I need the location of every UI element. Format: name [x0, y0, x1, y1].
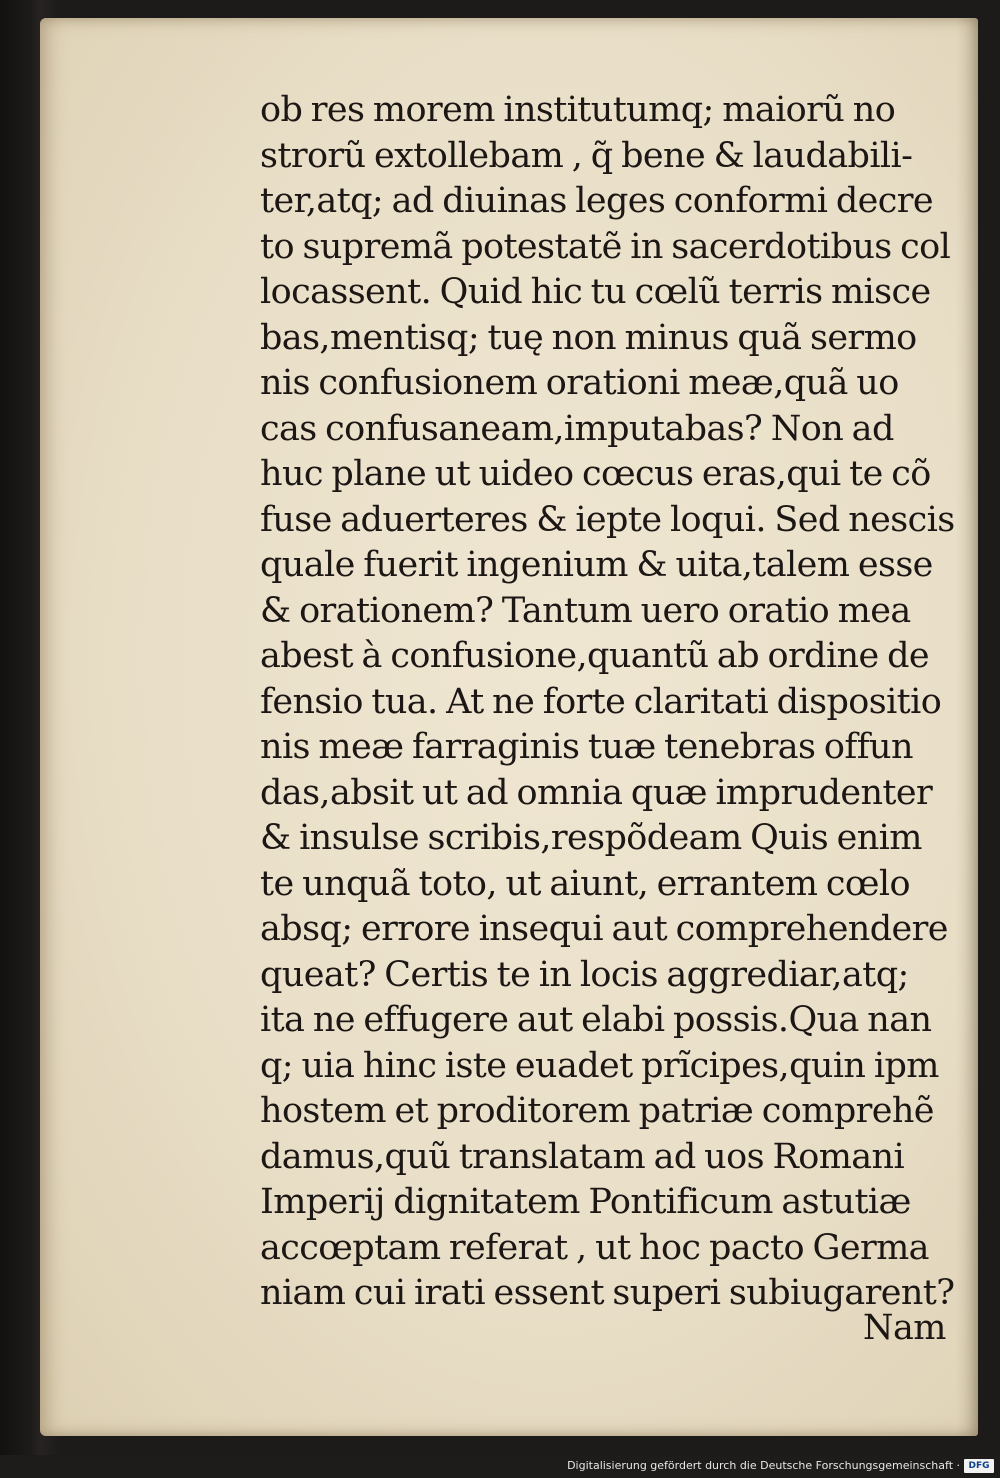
- text-line: locassent. Quid hic tu cœlũ terris misce: [260, 272, 931, 312]
- footer-credit: Digitalisierung gefördert durch die Deutsche Forschungsgemeinschaft ·: [567, 1459, 960, 1472]
- text-line: ita ne effugere aut elabi possis.Qua nan: [260, 1000, 932, 1040]
- text-line: huc plane ut uideo cœcus eras,qui te cõ: [260, 454, 931, 494]
- text-line: quale fuerit ingenium & uita,talem esse: [260, 545, 933, 585]
- text-line: ter,atq; ad diuinas leges conformi decre: [260, 181, 934, 221]
- catchword: Nam: [862, 1308, 946, 1348]
- text-line: fuse aduerteres & iepte loqui. Sed nescis: [260, 499, 955, 540]
- text-line: hostem et proditorem patriæ comprehẽ: [260, 1091, 934, 1131]
- text-line: nis confusionem orationi meæ,quã uo: [260, 363, 899, 403]
- text-line: absq; errore insequi aut comprehendere: [260, 909, 948, 949]
- text-line: & insulse scribis,respõdeam Quis enim: [260, 818, 922, 858]
- dfg-logo-icon: DFG: [964, 1459, 994, 1473]
- text-line: q; uia hinc iste euadet prĩcipes,quin ipm: [260, 1045, 939, 1086]
- text-line: & orationem? Tantum uero oratio mea: [260, 590, 911, 631]
- text-line: abest à confusione,quantũ ab ordine de: [260, 636, 930, 676]
- text-block: [260, 88, 960, 1317]
- text-line: queat? Certis te in locis aggrediar,atq;: [260, 954, 909, 995]
- text-line: Imperij dignitatem Pontificum astutiæ: [260, 1182, 911, 1222]
- text-line: accœptam referat , ut hoc pacto Germa: [260, 1227, 929, 1268]
- text-line: nis meæ farraginis tuæ tenebras offun: [260, 727, 913, 767]
- book-page: [40, 18, 978, 1436]
- text-line: to supremã potestatẽ in sacerdotibus col: [260, 226, 951, 267]
- text-line: ob res morem institutumq; maiorũ no: [260, 90, 896, 130]
- text-line: cas confusaneam,imputabas? Non ad: [260, 408, 894, 449]
- text-line: te unquã toto, ut aiunt, errantem cœlo: [260, 863, 910, 904]
- text-line: niam cui irati essent superi subiugarent?: [260, 1273, 955, 1313]
- text-line: damus,quũ translatam ad uos Romani: [260, 1136, 905, 1177]
- text-line: fensio tua. At ne forte claritati dispositio: [260, 681, 942, 722]
- text-line: das,absit ut ad omnia quæ imprudenter: [260, 772, 933, 813]
- text-line: bas,mentisq; tuę non minus quã sermo: [260, 317, 917, 358]
- text-line: strorũ extollebam , q̃ bene & laudabili-: [260, 135, 913, 176]
